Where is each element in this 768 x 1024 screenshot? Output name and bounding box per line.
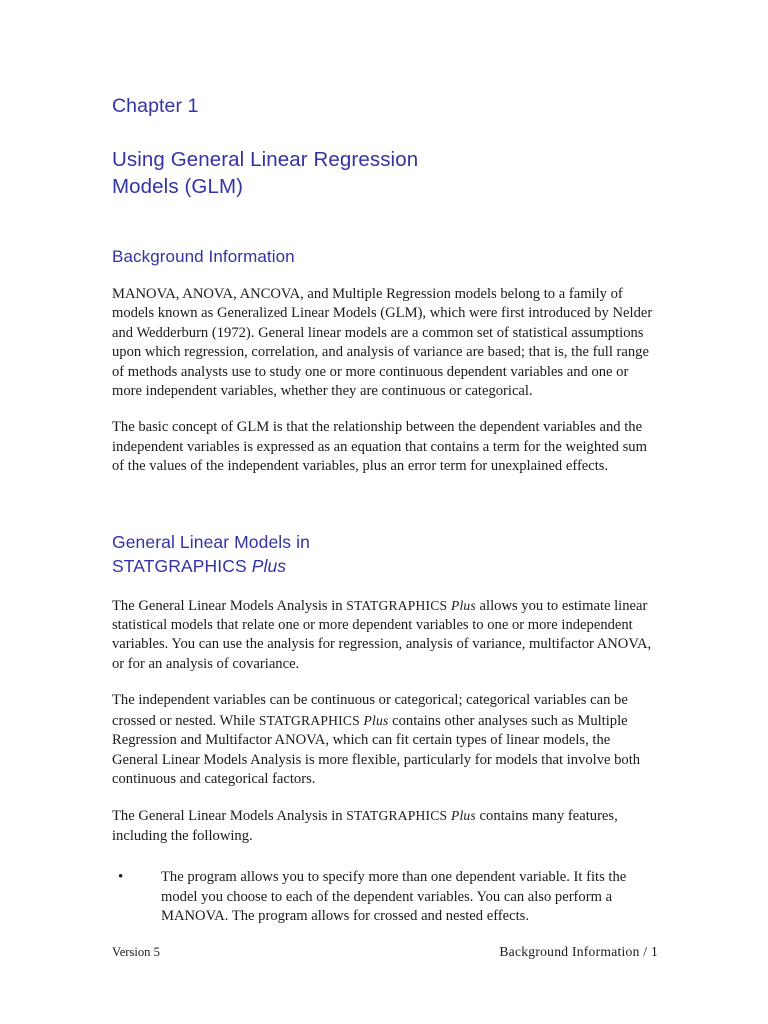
background-paragraph-1: MANOVA, ANOVA, ANCOVA, and Multiple Regression models belong to a family of models known as Generalized Linear Models (GLM), which were first introduced by Nelder and Wedderburn (1972). General linear models are a common set of statistical assumptions upon which regression, correlation, and analysis of variance are based; that is, the full range of methods analysts use to study one or more continuous dependent variables and one or more independent variables, whether they are continuous or categorical. <box>112 286 653 400</box>
feature-bullet-list <box>112 846 658 926</box>
glm-paragraph-3 <box>112 789 658 846</box>
list-item <box>112 846 658 926</box>
footer-section-and-page: Background Information / 1 <box>499 944 658 959</box>
section-heading-product-name: STATGRAPHICS <box>112 556 247 577</box>
chapter-label: Chapter 1 <box>112 95 199 117</box>
bullet-point-icon: • <box>118 869 124 886</box>
glm-paragraph-2-product: STATGRAPHICS <box>258 712 360 728</box>
section-heading-line-1: General Linear Models in <box>112 531 310 552</box>
glm-paragraph-2 <box>112 674 658 789</box>
glm-paragraph-1-suffix: Plus <box>450 597 476 613</box>
glm-paragraph-2-suffix: Plus <box>363 712 389 728</box>
chapter-title-line-2: Models (GLM) <box>112 175 244 198</box>
glm-paragraph-3-part-1: The General Linear Models Analysis in <box>112 808 347 825</box>
glm-paragraph-1-product: STATGRAPHICS <box>346 597 448 613</box>
glm-paragraph-1-part-2: allows you to estimate linear statistical models that relate one or more dependent variables to one or more independent variables. You can use the analysis for regression, analysis of variance, multifactor ANOVA, or for an analysis of covariance. <box>112 597 652 672</box>
glm-paragraph-2-part-2: contains other analyses such as Multiple Regression and Multifactor ANOVA, which can fit certain types of linear models, the General Linear Models Analysis is more flexible, particularly for models that involve both continuous and categorical factors. <box>112 712 641 787</box>
chapter-title <box>112 118 658 200</box>
chapter-title-line-1: Using General Linear Regression <box>112 148 419 171</box>
glm-paragraph-3-product: STATGRAPHICS <box>346 808 448 824</box>
section-heading-product-suffix: Plus <box>251 556 287 577</box>
footer-version-label: Version 5 <box>112 945 160 959</box>
section-heading-background-information: Background Information <box>112 247 295 266</box>
glm-paragraph-3-part-2: contains many features, including the following. <box>112 808 618 844</box>
list-item-text: The program allows you to specify more than one dependent variable. It fits the model you choose to each of the dependent variables. You can also perform a MANOVA. The program allows for crossed and nested effects. <box>161 869 627 924</box>
background-paragraph-2: The basic concept of GLM is that the relationship between the dependent variables and the independent variables is expressed as an equation that contains a term for the weighted sum of the values of the independent variables, plus an error term for unexplained effects. <box>112 419 647 475</box>
glm-paragraph-1 <box>112 579 658 675</box>
section-heading-glm-in-statgraphics <box>112 477 658 579</box>
glm-paragraph-3-suffix: Plus <box>450 808 476 824</box>
glm-paragraph-2-part-1: The independent variables can be continuous or categorical; categorical variables can be crossed or nested. While <box>112 692 628 729</box>
page-footer <box>112 943 658 961</box>
glm-paragraph-1-part-1: The General Linear Models Analysis in <box>112 597 347 614</box>
page-content <box>112 0 658 926</box>
